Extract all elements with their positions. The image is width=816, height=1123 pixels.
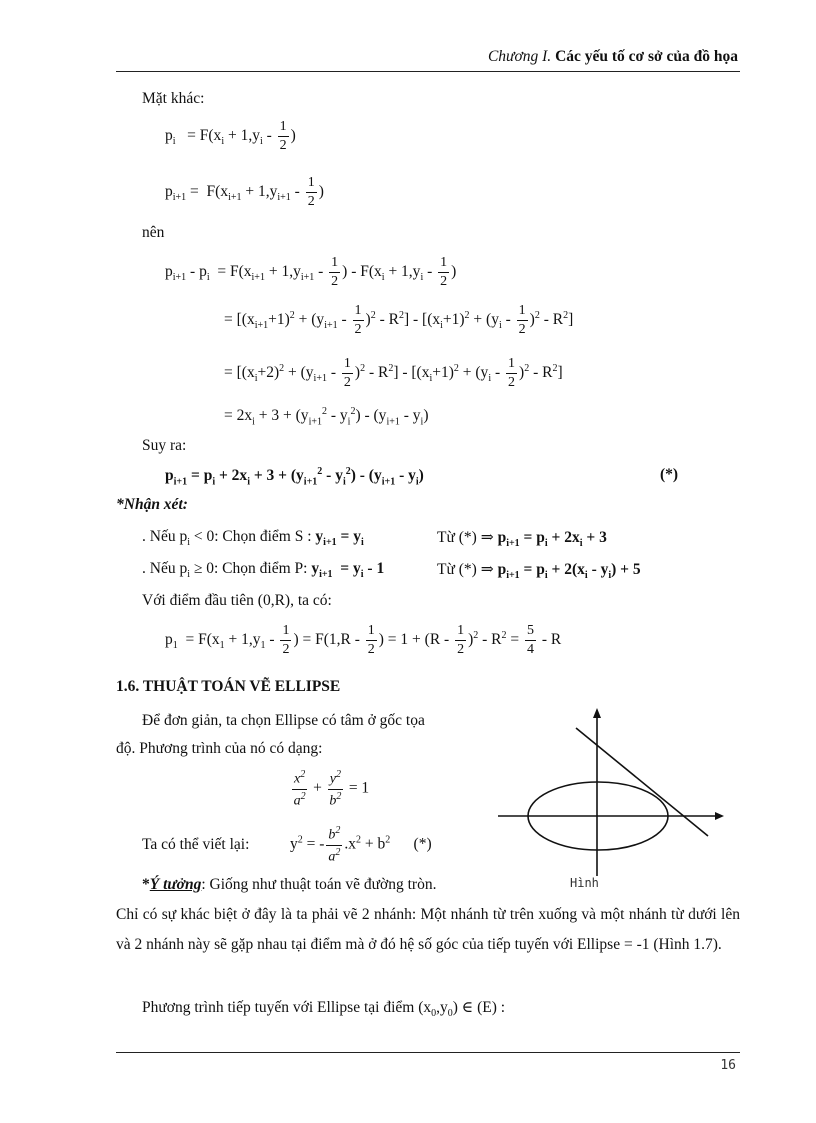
rewrite-label: Ta có thể viết lại: bbox=[142, 836, 250, 853]
equation-diff-4: = $2x_i + 3 + (y_{i+1}^2 - y_i^2) - (y_{i+1} - y_i)$ bbox=[224, 406, 429, 428]
equation-diff-1: $p_{i+1} - p_i = F(x_{i+1} + 1,y_{i+1}$ - $\frac{1}{2}$ ) - $F(x_i + 1,y_i$ - $\frac{1}{2}$ ) bbox=[165, 255, 457, 289]
idea-line: *Ý tưởng: Giống như thuật toán vẽ đường tròn. bbox=[142, 876, 437, 893]
first-point-text: Với điểm đầu tiên (0,R), ta có: bbox=[142, 592, 332, 609]
chapter-title: Các yếu tố cơ sở của đồ họa bbox=[555, 48, 738, 65]
y-axis-arrow bbox=[593, 708, 601, 718]
page-header bbox=[488, 48, 738, 66]
equation-pi: $p_i = F(x_i + 1,y_i$ - $\frac{1}{2}$ ) bbox=[165, 119, 296, 153]
figure-caption: Hình bbox=[570, 876, 599, 890]
equation-diff-2: = [$(x_{i+1}+1)^2 + (y_{i+1}$ - $\frac{1}{2}$ )$^2 - R^2] - [(x_i+1)^2 + (y_i$ - $\frac{1}{2}$ )$^2 - R^2$] bbox=[224, 303, 574, 337]
equation-recurrence: $p_{i+1} = p_i + 2x_i + 3 + (y_{i+1}^2 - y_i^2) - (y_{i+1} - y_i)$ bbox=[165, 466, 424, 488]
case-positive-result: Từ (*) ⇒ $p_{i+1} = p_i + 2(x_i - y_i) + 5$ bbox=[437, 561, 641, 582]
nhan-xet-heading: *Nhận xét: bbox=[116, 496, 188, 513]
section-title: 1.6. THUẬT TOÁN VẼ ELLIPSE bbox=[116, 678, 341, 695]
nen-text: nên bbox=[142, 224, 165, 241]
equation-pi1: $p_{i+1} = F(x_{i+1} + 1,y_{i+1}$ - $\frac{1}{2}$ ) bbox=[165, 175, 324, 209]
ellipse-equation: $\frac{x^2}{a^2}$ + $\frac{y^2}{b^2}$ = 1 bbox=[293, 769, 370, 809]
ellipse-intro-2: độ. Phương trình của nó có dạng: bbox=[116, 740, 323, 757]
case-negative-result: Từ (*) ⇒ $p_{i+1} = p_i + 2x_i + 3$ bbox=[437, 529, 607, 550]
ellipse-figure bbox=[494, 708, 724, 876]
x-axis-arrow bbox=[715, 812, 724, 820]
rewrite-equation: $y^2$ = - $\frac{b^2}{a^2}$ $.x^2 + b^2$ (*) bbox=[290, 825, 432, 865]
suy-ra-text: Suy ra: bbox=[142, 437, 187, 454]
ellipse-intro-1: Để đơn giản, ta chọn Ellipse có tâm ở gốc tọa bbox=[142, 712, 425, 729]
mat-khac-text: Mặt khác: bbox=[142, 90, 205, 107]
chapter-label: Chương I. bbox=[487, 48, 552, 65]
equation-diff-3: = [$(x_i+2)^2 + (y_{i+1}$ - $\frac{1}{2}$ )$^2 - R^2] - [(x_i+1)^2 + (y_i$ - $\frac{1}{2}$ )$^2 - R^2$] bbox=[224, 356, 563, 390]
footer-rule bbox=[116, 1052, 740, 1053]
ellipse-paragraph: Chỉ có sự khác biệt ở đây là ta phải vẽ 2 nhánh: Một nhánh từ trên xuống và một nhánh từ dưới lên và 2 nhánh này sẽ gặp nhau tại điểm mà ở đó hệ số góc của tiếp tuyến với Ellipse = -1 (Hình 1.7). bbox=[116, 906, 740, 953]
case-negative: . Nếu $p_i < 0$: Chọn điểm S : $y_{i+1} = y_i$ bbox=[142, 528, 364, 549]
header-rule bbox=[116, 71, 740, 72]
equation-p1: $p_1 = F(x_1 + 1,y_1$ - $\frac{1}{2}$ ) = F(1,R - $\frac{1}{2}$ ) = 1 + (R - $\frac{1}{2}$ )$^2 - R^2$ = $\frac{5}{4}$ - R bbox=[165, 623, 562, 657]
tangent-line-text: Phương trình tiếp tuyến với Ellipse tại điểm $(x_0,y_0)$ ∈ (E) : bbox=[142, 999, 506, 1020]
idea-label: Ý tưởng bbox=[149, 876, 202, 893]
page-number: 16 bbox=[720, 1058, 736, 1073]
case-positive: . Nếu $p_i \ge 0$: Chọn điểm P: $y_{i+1} = y_i - 1$ bbox=[142, 560, 385, 581]
equation-tag: (*) bbox=[660, 466, 679, 483]
